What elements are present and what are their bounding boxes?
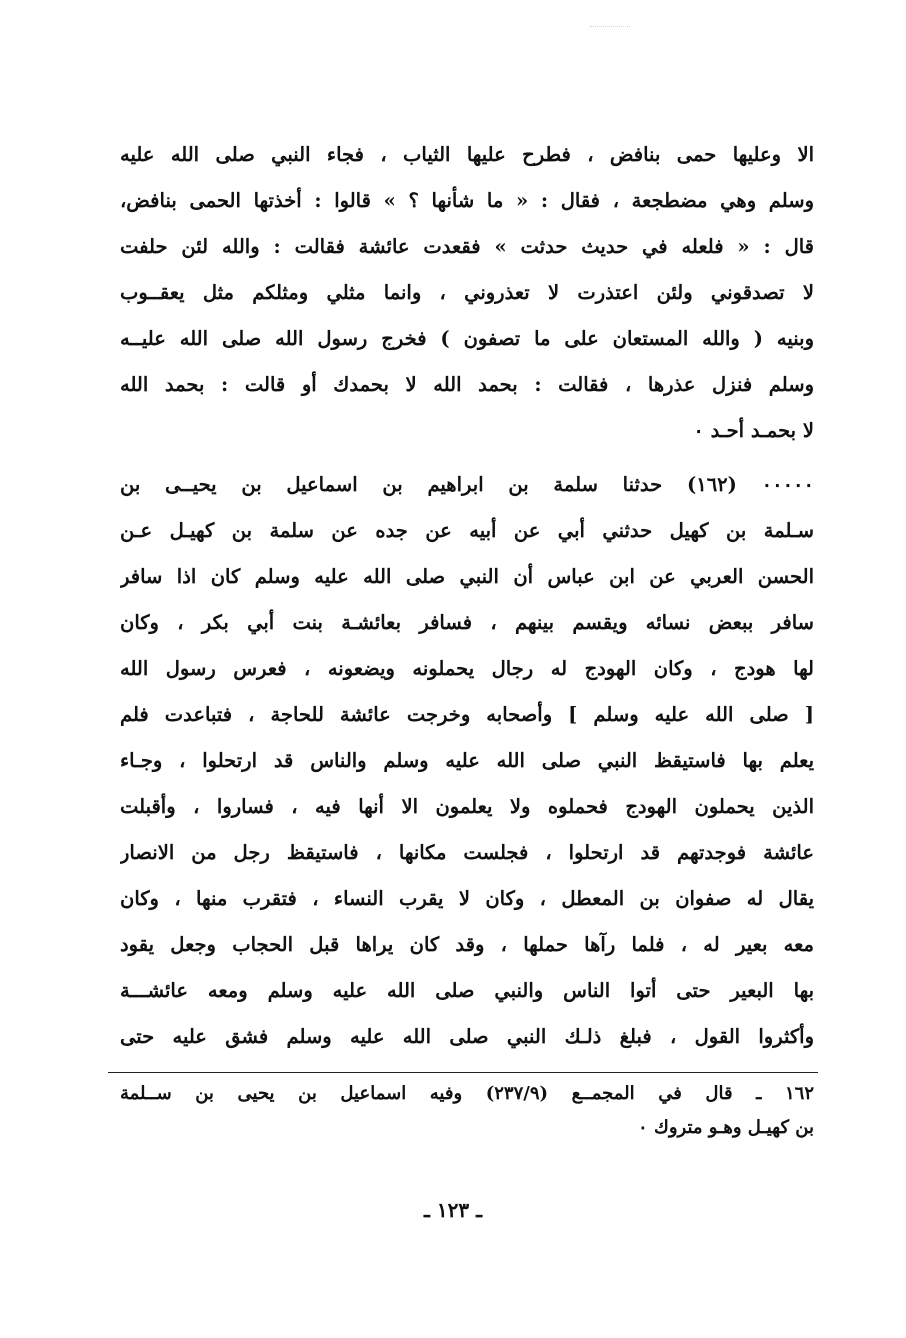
paragraph-continued bbox=[120, 132, 814, 454]
scan-speck bbox=[590, 26, 630, 33]
text-line: عائشة فوجدتهم قد ارتحلوا ، فجلست مكانها ، فاستيقظ رجل من الانصار bbox=[120, 841, 814, 864]
text-line: يقال له صفوان بن المعطل ، وكان لا يقرب النساء ، فتقرب منها ، وكان bbox=[120, 887, 814, 910]
text-line: يعلم بها فاستيقظ النبي صلى الله عليه وسلم والناس قد ارتحلوا ، وجـاء bbox=[120, 749, 814, 772]
footnote-line: ١٦٢ ـ قال في المجمــع (٢٣٧/٩) وفيه اسماعيل بن يحيى بن ســلمة bbox=[120, 1083, 814, 1104]
hadith-162-paragraph bbox=[120, 462, 814, 1060]
footnote-line: بن كهيـل وهـو متروك ٠ bbox=[638, 1117, 814, 1138]
text-line: الا وعليها حمى بنافض ، فطرح عليها الثياب ، فجاء النبي صلى الله عليه bbox=[120, 143, 814, 166]
text-line: لا تصدقوني ولئن اعتذرت لا تعذروني ، وانما مثلي ومثلكم مثل يعقــوب bbox=[120, 281, 814, 304]
text-line: معه بعير له ، فلما رآها حملها ، وقد كان يراها قبل الحجاب وجعل يقود bbox=[120, 933, 814, 956]
text-line: وسلم وهي مضطجعة ، فقال : « ما شأنها ؟ » قالوا : أخذتها الحمى بنافض، bbox=[120, 189, 814, 212]
text-line: بها البعير حتى أتوا الناس والنبي صلى الله عليه وسلم ومعه عائشـــة bbox=[120, 979, 814, 1002]
text-line: قال : « فلعله في حديث حدثت » فقعدت عائشة فقالت : والله لئن حلفت bbox=[120, 235, 814, 258]
text-line: الحسن العربي عن ابن عباس أن النبي صلى الله عليه وسلم كان اذا سافر bbox=[120, 565, 814, 588]
text-line: سافر ببعض نسائه ويقسم بينهم ، فسافر بعائشـة بنت أبي بكر ، وكان bbox=[120, 611, 814, 634]
text-line: وسلم فنزل عذرها ، فقالت : بحمد الله لا بحمدك أو قالت : بحمد الله bbox=[120, 373, 814, 396]
text-line: الذين يحملون الهودج فحملوه ولا يعلمون الا أنها فيه ، فساروا ، وأقبلت bbox=[120, 795, 814, 818]
text-line: [ صلى الله عليه وسلم ] وأصحابه وخرجت عائشة للحاجة ، فتباعدت فلم bbox=[120, 703, 814, 726]
text-line: لها هودج ، وكان الهودج له رجال يحملونه ويضعونه ، فعرس رسول الله bbox=[120, 657, 814, 680]
text-line: سـلمة بن كهيل حدثني أبي عن أبيه عن جده عن سلمة بن كهيـل عـن bbox=[120, 519, 814, 542]
text-line: وبنيه ( والله المستعان على ما تصفون ) فخرج رسول الله صلى الله عليــه bbox=[120, 327, 814, 350]
footnote-divider bbox=[108, 1072, 818, 1073]
text-line: لا بحمـد أحـد ٠ bbox=[693, 419, 814, 442]
text-line: ٠٠٠٠٠ (١٦٢) حدثنا سلمة بن ابراهيم بن اسماعيل بن يحيــى بن bbox=[120, 473, 814, 496]
footnote bbox=[120, 1077, 814, 1145]
text-line: وأكثروا القول ، فبلغ ذلـك النبي صلى الله عليه وسلم فشق عليه حتى bbox=[120, 1025, 814, 1048]
page-number: ـ ١٢٣ ـ bbox=[424, 1198, 482, 1222]
